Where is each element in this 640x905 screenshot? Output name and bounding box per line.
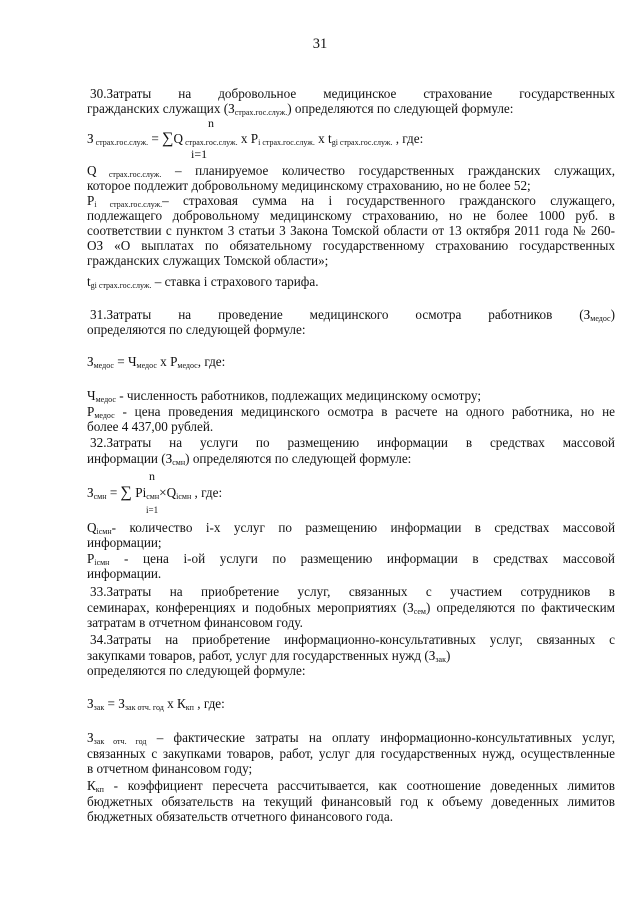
item-32-line-2: информации $(З_{смн})$ определяются по следующей формуле: — [87, 451, 412, 467]
item-34-line-2: закупками товаров, работ, услуг для государственных нужд $(З_{зак})$ — [87, 648, 451, 664]
item-30-formula: З $_{страх.гос.служ.}$ = ∑Q $_{страх.гос.служ.}$ x $P_{i страх.гос.служ.}$ x $t_{gi страх.гос.служ.}$ , где: — [87, 130, 424, 147]
item-31-line-2: определяются по следующей формуле: — [87, 322, 306, 337]
k-definition-line-3: бюджетных обязательств отчетного финансового года. — [87, 809, 394, 824]
item-33-line-1: 33.Затраты на приобретение услуг, связанных с участием сотрудников в — [90, 584, 615, 599]
item-31-line-1: 31.Затраты на проведение медицинского осмотра работников $(З_{медос})$ — [90, 307, 615, 323]
item-33-line-3: затратам в отчетном финансовом году. — [87, 615, 303, 630]
sum-upper-limit: n — [208, 116, 214, 130]
sum-lower-limit: i=1 — [146, 505, 159, 515]
item-34-line-1: 34.Затраты на приобретение информационно-консультативных услуг, связанных с — [90, 632, 615, 647]
item-34-line-3: определяются по следующей формуле: — [87, 663, 306, 678]
p-definition-line-5: гражданских служащих Томской области»; — [87, 253, 329, 268]
item-33-line-2: семинарах, конференциях и подобных мероприятиях $(З_{сем})$ определяются по фактическим — [87, 600, 615, 616]
item-32-formula: $З_{смн}$ = ∑ $Pi_{смн}\times Q_{iсмн}$ , где: — [87, 484, 223, 501]
z-zak-definition-line-1: $З_{зак отч. год}$ – фактические затраты на оплату информационно-консультативных услуг, — [87, 730, 616, 746]
item-32-line-1: 32.Затраты на услуги по размещению информации в средствах массовой — [90, 435, 615, 450]
item-31-formula: $З_{медос} = Ч_{медос}$ х $Р_{медос}$, где: — [87, 354, 226, 370]
q-definition-line-2: которое подлежит добровольному медицинскому страхованию, но не более 52; — [87, 178, 531, 193]
p-smi-definition-line-1: $P_{iсмн}$ - цена i-ой услуги по размещению информации в средствах массовой — [87, 551, 615, 567]
item-34-formula: $З_{зак} = З_{зак отч. год}$ х $К_{кп}$ , где: — [87, 696, 225, 712]
page-number: 31 — [312, 36, 328, 52]
item-30-line-2: гражданских служащих $(З_{страх.гос.служ.})$ определяются по следующей формуле: — [87, 101, 514, 117]
p-smi-definition-line-2: информации. — [87, 566, 162, 581]
q-smi-definition-line-1: $Q_{iсмн}-$ количество i-х услуг по размещению информации в средствах массовой — [87, 520, 615, 536]
z-zak-definition-line-3: в отчетном финансовом году; — [87, 761, 253, 776]
q-smi-definition-line-2: информации; — [87, 535, 162, 550]
z-zak-definition-line-2: связанных с закупками товаров, работ, услуг для государственных нужд, осуществленные — [87, 746, 615, 761]
item-30-line-1: 30.Затраты на добровольное медицинское страхование государственных — [90, 86, 615, 101]
p-definition-line-2: подлежащего добровольному медицинскому страхованию, но не более 1000 руб. в — [87, 208, 615, 223]
r-definition-line-1: $Р_{медос}$ - цена проведения медицинского осмотра в расчете на одного работника, но не — [87, 404, 615, 420]
sum-lower-limit: i=1 — [191, 147, 208, 161]
q-definition-line-1: Q $_{страх.гос.служ.}$ – планируемое количество государственных гражданских служащих, — [87, 163, 615, 179]
ch-definition: $Ч_{медос}$ - численность работников, подлежащих медицинскому осмотру; — [87, 388, 482, 404]
p-definition-line-4: ОЗ «О выплатах по обязательному государственному страхованию государственных — [87, 238, 615, 253]
t-definition: $t_{gi страх.гос.служ.}$ – ставка i страхового тарифа. — [87, 274, 319, 290]
k-definition-line-1: $К_{кп}$ - коэффициент пересчета рассчитывается, как соотношение доведенных лимитов — [87, 778, 615, 794]
p-definition-line-1: $P_{i страх.гос.служ.}-$ страховая сумма на i государственного гражданского служащего, — [87, 193, 615, 209]
sum-upper-limit: n — [149, 469, 155, 483]
k-definition-line-2: бюджетных обязательств на текущий финансовый год к объему доведенных лимитов — [87, 794, 615, 809]
p-definition-line-3: соответствии с пунктом 3 статьи 3 Закона Томской области от 13 октября 2011 года № 260- — [87, 223, 615, 238]
r-definition-line-2: более 4 437,00 рублей. — [87, 419, 214, 434]
